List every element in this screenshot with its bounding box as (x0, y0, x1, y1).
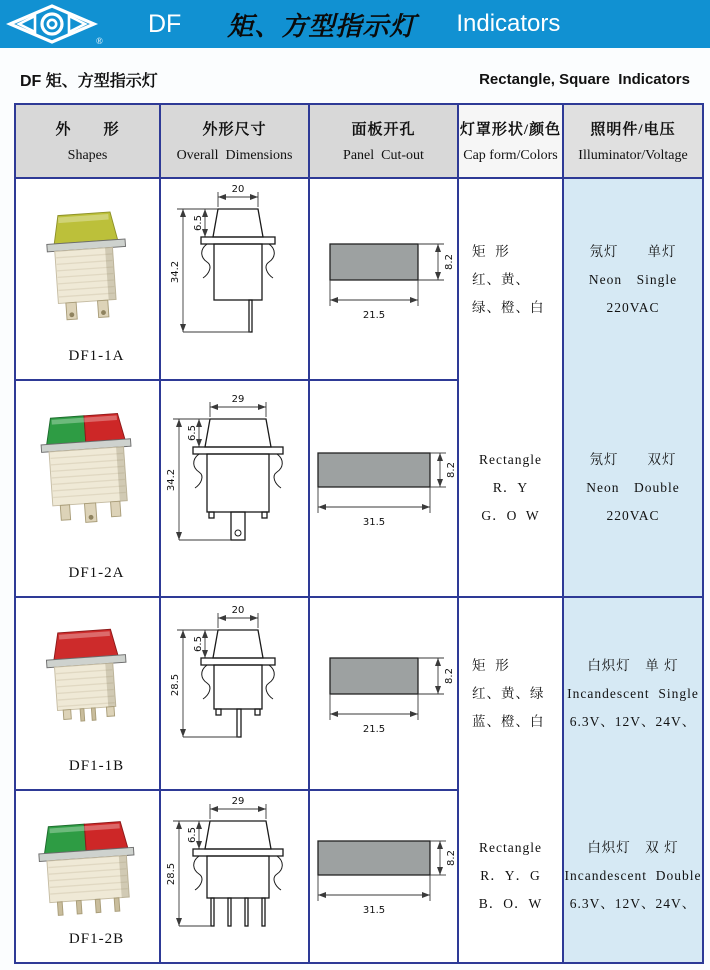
dim-width-label: 20 (231, 184, 245, 195)
cutout-width-label: 21.5 (362, 724, 386, 735)
dimension-cell-df1-1b (161, 598, 308, 789)
dim-total-label: 34.2 (170, 260, 181, 284)
cap-form-en-b: Rectangle R．Y．G B．O．W (478, 840, 543, 911)
illuminator-neon-double: 氖灯 双灯 Neon Double 220VAC (586, 452, 680, 523)
panel-cutout-df1-2a (310, 441, 457, 536)
dim-total-label: 34.2 (166, 468, 177, 491)
dim-cap-label: 6.5 (187, 424, 198, 441)
dim-width-label: 29 (231, 795, 245, 807)
dim-cap-label: 6.5 (193, 636, 204, 652)
dim-cap-label: 6.5 (187, 826, 198, 843)
dimension-cell-df1-2a (161, 381, 308, 596)
product-photo-df1-2b (18, 807, 158, 935)
cutout-width-label: 21.5 (362, 309, 386, 321)
cap-form-cell-b (459, 598, 562, 962)
illuminator-cell-b (564, 598, 702, 962)
subtitle-en: Rectangle, Square Indicators (479, 70, 690, 88)
panel-cutout-df1-1a (310, 232, 457, 327)
cutout-height-label: 8.2 (444, 253, 455, 270)
cap-form-cell-a (459, 179, 562, 596)
banner-title-en: Indicators (456, 10, 561, 37)
dimension-cell-df1-2b (161, 791, 308, 962)
product-photo-df1-1b (18, 614, 158, 746)
series-code: DF (148, 9, 182, 38)
dim-width-label: 29 (231, 393, 245, 405)
photo-cell-df1-2a (16, 381, 159, 596)
dim-total-label: 28.5 (166, 862, 177, 885)
model-label: DF1-2B (68, 931, 125, 947)
photo-cell-df1-1a (16, 179, 159, 379)
cutout-width-label: 31.5 (362, 517, 386, 528)
illuminator-cell-a (564, 179, 702, 596)
illuminator-incandescent-single: 白炽灯 单 灯 Incandescent Single 6.3V、12V、24V、 (567, 658, 699, 729)
cutout-height-label: 8.2 (446, 462, 457, 478)
header-shapes: 外 形 Shapes (16, 105, 159, 177)
illuminator-incandescent-double: 白炽灯 双 灯 Incandescent Double 6.3V、12V、24V、 (564, 840, 702, 911)
dimension-cell-df1-1a (161, 179, 308, 379)
product-photo-df1-2a (18, 397, 158, 537)
panel-cutout-df1-2b (310, 829, 457, 924)
dimension-drawing-df1-1a (161, 180, 308, 378)
cap-form-cn-a: 矩 形 红、黄、 绿、橙、白 (472, 243, 545, 315)
subtitle-cn: DF 矩、方型指示灯 (20, 72, 158, 90)
cutout-cell-df1-2a (310, 381, 457, 596)
model-label: DF1-1A (68, 348, 125, 364)
header-cap-form-colors: 灯罩形状/颜色 Cap form/Colors (459, 105, 562, 177)
dimension-drawing-df1-1b (161, 601, 308, 786)
registered-mark: ® (96, 36, 103, 46)
page-banner (0, 0, 710, 48)
dim-width-label: 20 (231, 605, 245, 616)
product-photo-df1-1a (18, 195, 158, 335)
header-illuminator-voltage: 照明件/电压 Illuminator/Voltage (564, 105, 702, 177)
dim-cap-label: 6.5 (193, 215, 204, 231)
cutout-cell-df1-2b (310, 791, 457, 962)
cap-form-cn-b: 矩 形 红、黄、绿 蓝、橙、白 (472, 658, 545, 729)
model-label: DF1-2A (68, 565, 125, 581)
cutout-cell-df1-1a (310, 179, 457, 379)
cap-form-en-a: Rectangle R．Y G．O W (479, 452, 542, 523)
dim-total-label: 28.5 (170, 673, 181, 697)
photo-cell-df1-2b (16, 791, 159, 962)
cutout-width-label: 31.5 (362, 905, 386, 916)
banner-title-cn: 矩、方型指示灯 (227, 10, 417, 41)
cutout-cell-df1-1b (310, 598, 457, 789)
brand-diamond-eye-logo (6, 2, 106, 46)
illuminator-neon-single: 氖灯 单灯 Neon Single 220VAC (588, 243, 678, 315)
subtitle-row (20, 68, 690, 90)
header-panel-cutout: 面板开孔 Panel Cut-out (310, 105, 457, 177)
model-label: DF1-1B (68, 758, 125, 774)
panel-cutout-df1-1b (310, 646, 457, 741)
spec-table (14, 103, 704, 964)
header-overall-dimensions: 外形尺寸 Overall Dimensions (161, 105, 308, 177)
dimension-drawing-df1-2a (161, 390, 308, 588)
cutout-height-label: 8.2 (444, 668, 455, 684)
dimension-drawing-df1-2b (161, 792, 308, 962)
photo-cell-df1-1b (16, 598, 159, 789)
cutout-height-label: 8.2 (446, 850, 457, 866)
